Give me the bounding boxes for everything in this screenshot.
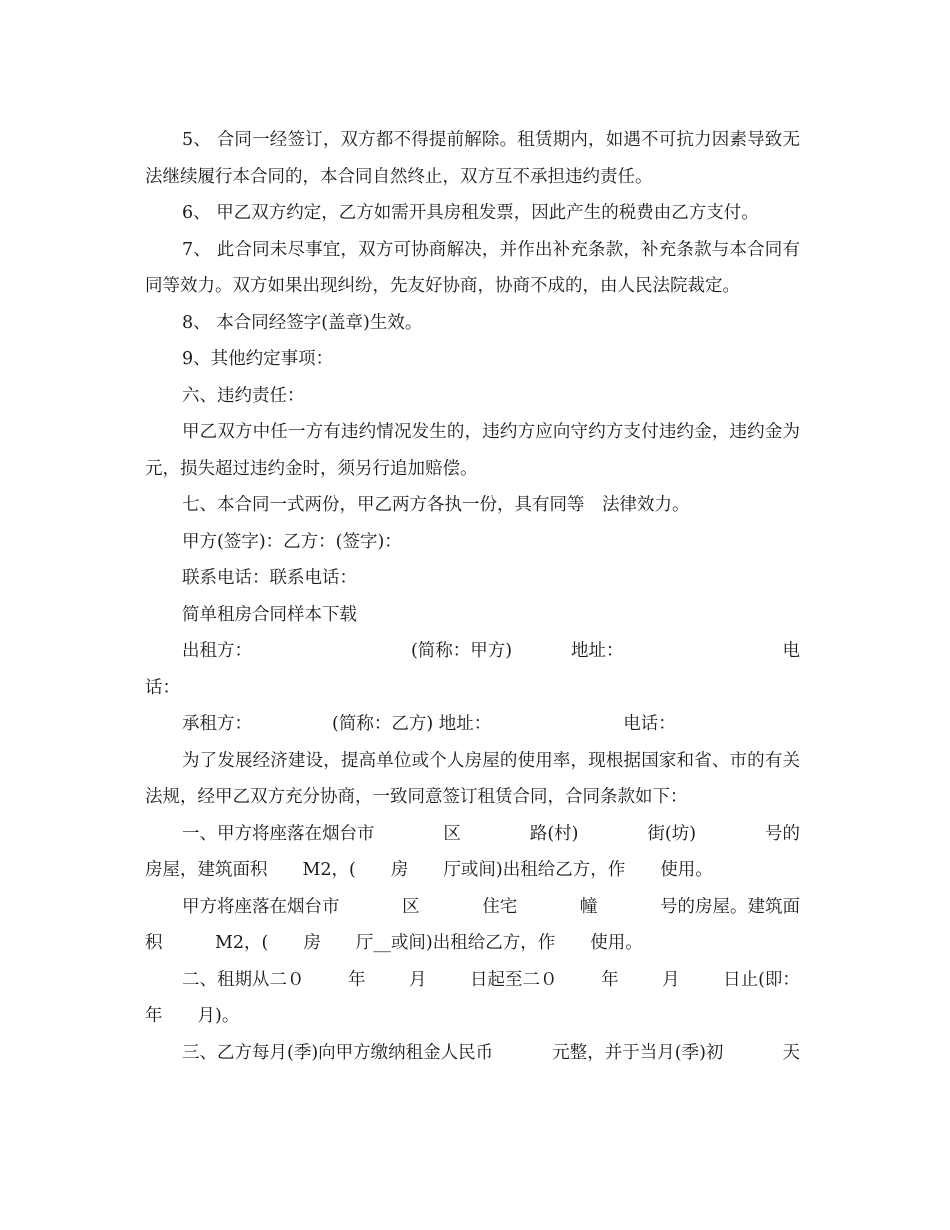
clause-2-line-1 [145,962,800,999]
clause-1b-part: 区 [402,896,420,917]
phone-line: 联系电话：联系电话： [182,568,357,588]
clause-1-part: 一、甲方将座落在烟台市 [182,823,375,844]
lessee-label: 承租方： [182,714,252,734]
lessee-line [145,706,800,743]
clause-2-part: 年 [601,969,619,990]
clause-1b-part: 甲方将座落在烟台市 [182,896,340,917]
clause-3-line-1 [145,1035,800,1072]
clause-2-line-2: 年 月)。 [145,1006,240,1026]
preamble: 为了发展经济建设，提高单位或个人房屋的使用率，现根据国家和省、市的有关法规，经甲乙双方充分协商，一致同意签订租赁合同，合同条款如下： [145,750,800,807]
lessee-short: (简称：乙方) 地址： [332,714,492,734]
clause-3-part: 天 [782,1042,800,1063]
lessor-label: 出租方： [182,641,252,661]
signature-line: 甲方(签字)：乙方：(签字)： [182,531,402,552]
clause-1b-part: 幢 [579,896,598,917]
sample-title: 简单租房合同样本下载 [182,604,357,625]
clause-2-part: 日止(即： [723,969,800,990]
clause-3-part: 三、乙方每月(季)向甲方缴纳租金人民币 [182,1042,494,1063]
clause-6: 6、 甲乙双方约定，乙方如需开具房租发票，因此产生的税费由乙方支付。 [182,203,759,223]
lessor-short: (简称：甲方) [410,641,513,661]
clause-1-part: 街(坊) [647,823,697,844]
clause-2-part: 月 [662,969,680,990]
clause-1-part: 区 [443,823,461,844]
lessor-address: 地址： [571,641,624,661]
clause-1-line-2: 房屋，建筑面积 M2，( 房 厅或间)出租给乙方，作 使用。 [145,860,713,880]
clause-1b-line-1 [145,889,800,926]
lessee-phone: 电话： [623,714,676,734]
clause-1-part: 号的 [765,823,800,844]
clause-8: 8、 本合同经签字(盖章)生效。 [182,312,423,333]
clause-1-line-1 [145,816,800,853]
clause-5: 5、 合同一经签订，双方都不得提前解除。租赁期内，如遇不可抗力因素导致无法继续履行本合同的，本合同自然终止，双方互不承担违约责任。 [145,130,800,187]
clause-3-part: 元整，并于当月(季)初 [552,1042,724,1063]
lessor-line [145,633,800,670]
clause-1b-part: 住宅 [482,896,518,917]
contract-body [145,122,800,1071]
section-7: 七、本合同一式两份，甲乙两方各执一份，具有同等 法律效力。 [182,495,690,515]
lessor-phone-end: 话： [145,677,180,698]
lessor-phone-start: 电 [782,641,800,661]
clause-1b-line-2: 积 M2，( 房 厅__或间)出租给乙方，作 使用。 [145,933,643,953]
clause-2-part: 日起至二０ [470,969,558,990]
clause-2-part: 月 [409,969,427,990]
clause-1-part: 路(村) [529,823,579,844]
section-6-heading: 六、违约责任： [182,385,305,406]
clause-2-part: 年 [348,969,366,990]
clause-1b-part: 号的房屋。建筑面 [660,896,800,917]
clause-2-part: 二、租期从二０ [182,969,305,990]
breach-paragraph: 甲乙双方中任一方有违约情况发生的，违约方应向守约方支付违约金，违约金为元，损失超过违约金时，须另行追加赔偿。 [145,422,800,479]
clause-7: 7、 此合同未尽事宜，双方可协商解决，并作出补充条款，补充条款与本合同有同等效力。双方如果出现纠纷，先友好协商，协商不成的，由人民法院裁定。 [145,239,800,296]
clause-9: 9、其他约定事项： [182,349,334,369]
